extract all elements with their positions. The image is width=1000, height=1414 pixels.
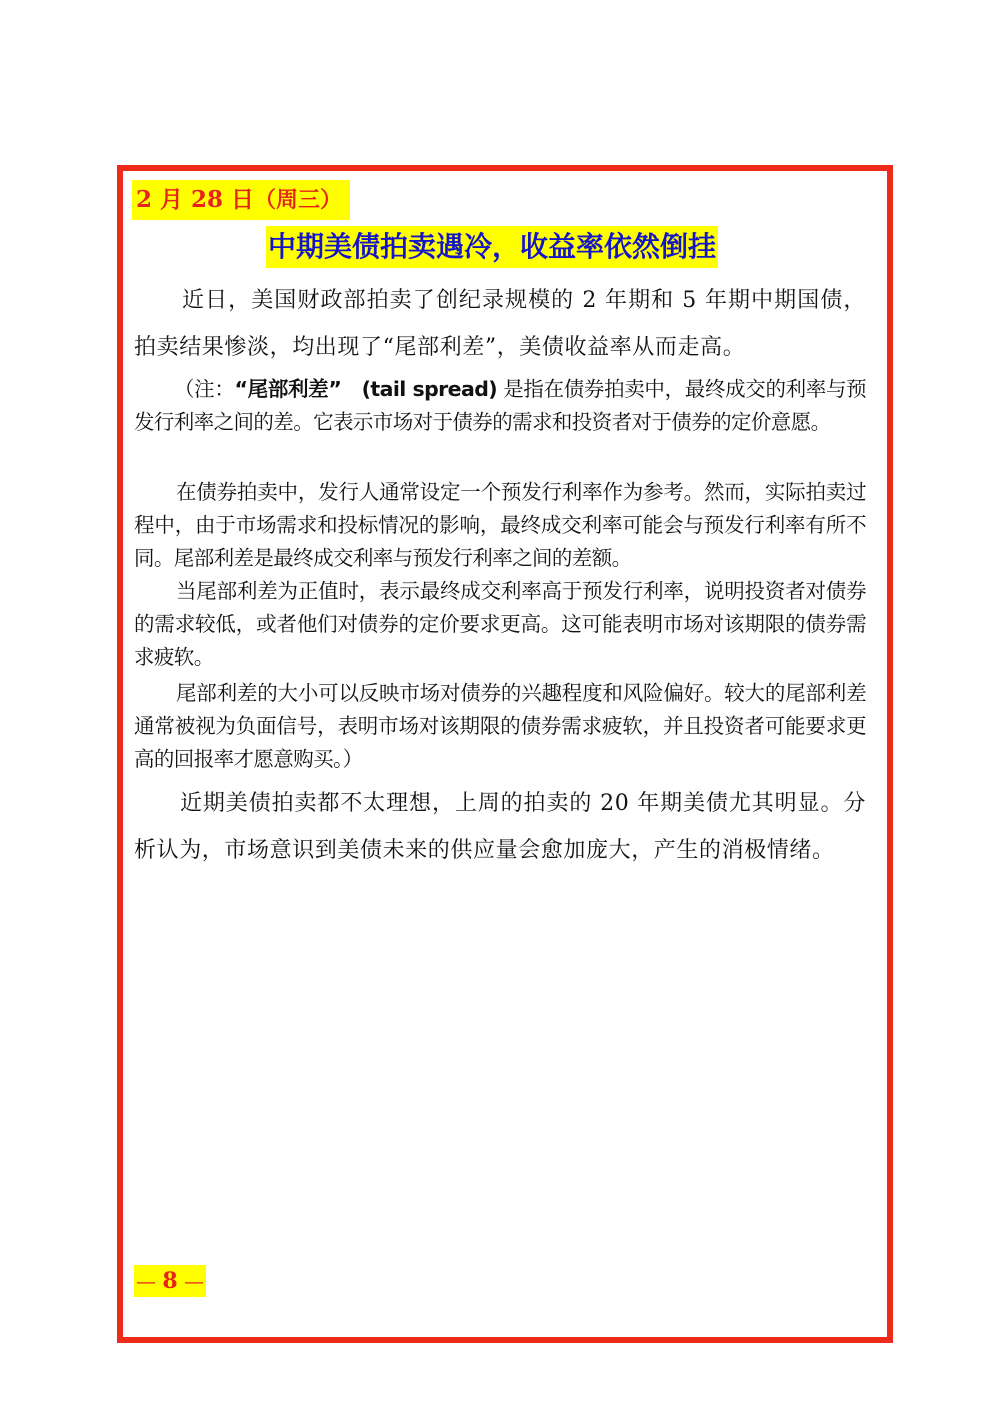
article-headline: 中期美债拍卖遇冷，收益率依然倒挂 [266,226,718,268]
note-definition-text: 是指在债券拍卖中，最终成交的利率与预发行利率之间的差。它表示市场对于债券的需求和投资者对于债券的定价意愿。 [134,377,867,434]
note-open: （注： [174,377,235,401]
paragraph-note-definition [134,373,866,439]
note-term: “尾部利差” (tail spread) [234,377,498,401]
date-label [132,180,350,220]
paragraph-positive-spread: 当尾部利差为正值时，表示最终成交利率高于预发行利率，说明投资者对债券的需求较低，或者他们对债券的定价要求更高。这可能表明市场对该期限的债券需求疲软。 [134,579,866,669]
paragraph-recent-auctions: 近期美债拍卖都不太理想，上周的拍卖的 20 年期美债尤其明显。分析认为，市场意识到美债未来的供应量会愈加庞大，产生的消极情绪。 [134,791,866,863]
page-number-label [134,1265,206,1297]
paragraph-intro: 近日，美国财政部拍卖了创纪录规模的 2 年期和 5 年期中期国债，拍卖结果惨淡，均出现了“尾部利差”，美债收益率从而走高。 [134,288,866,360]
paragraph-spread-size: 尾部利差的大小可以反映市场对债券的兴趣程度和风险偏好。较大的尾部利差通常被视为负面信号，表明市场对该期限的债券需求疲软，并且投资者可能要求更高的回报率才愿意购买。） [134,681,866,771]
page-number: 8 [162,1268,178,1294]
weekday-text: （周三） [254,188,343,213]
page-dash-right: — [184,1269,205,1293]
paragraph-auction-process: 在债券拍卖中，发行人通常设定一个预发行利率作为参考。然而，实际拍卖过程中，由于市场需求和投标情况的影响，最终成交利率可能会与预发行利率有所不同。尾部利差是最终成交利率与预发行利率之间的差额。 [134,480,866,570]
page-dash-left: — [136,1269,156,1293]
date-text: 2 月 28 日 [136,186,255,213]
